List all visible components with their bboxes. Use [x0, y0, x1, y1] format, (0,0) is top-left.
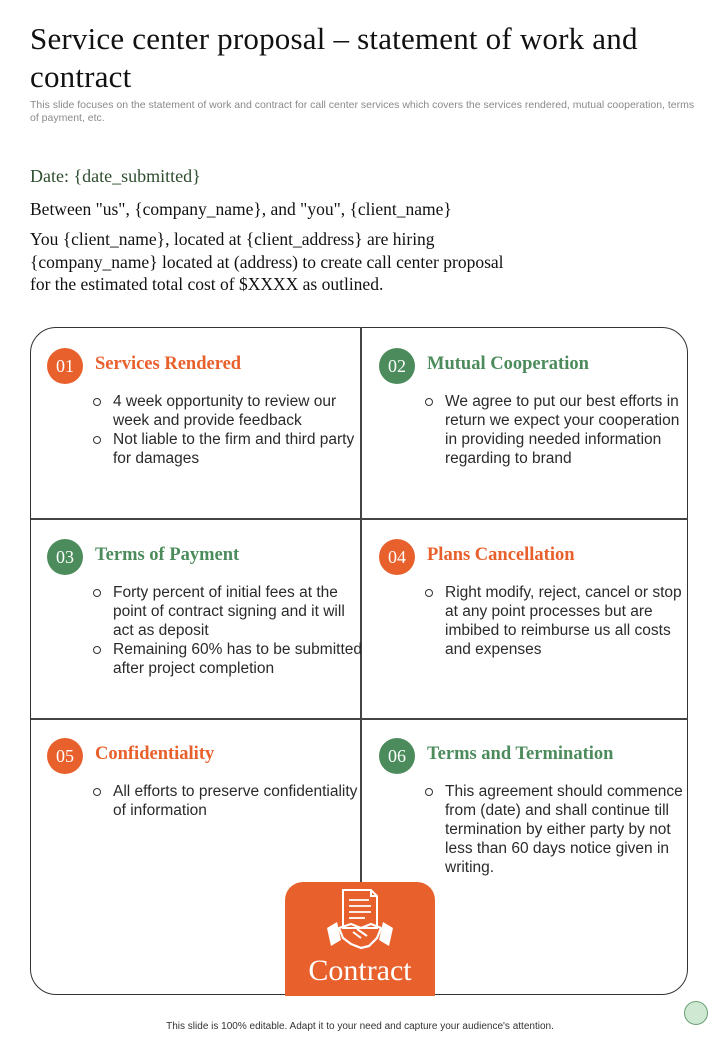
bullet-item: This agreement should commence from (date) and shall continue till termination by either party by not less than 60 days notice given in writing. [425, 782, 695, 877]
section-number-badge: 02 [379, 348, 415, 384]
footer-note: This slide is 100% editable. Adapt it to your need and capture your audience's attention. [166, 1021, 554, 1032]
section-bullets [93, 782, 363, 820]
bullet-circle-icon [93, 646, 101, 654]
body-line-2: {company_name} located at (address) to create call center proposal [30, 252, 504, 272]
section-title: Mutual Cooperation [427, 354, 589, 374]
bullet-circle-icon [425, 589, 433, 597]
bullet-item: Remaining 60% has to be submitted after project completion [93, 640, 363, 678]
between-line: Between "us", {company_name}, and "you", {client_name} [30, 199, 452, 219]
section-number-badge: 04 [379, 539, 415, 575]
bullet-item: All efforts to preserve confidentiality of information [93, 782, 363, 820]
page-subtitle: This slide focuses on the statement of work and contract for call center services which covers the services rendered, mutual cooperation, terms of payment, etc. [30, 99, 695, 124]
bullet-item: 4 week opportunity to review our week and provide feedback [93, 392, 363, 430]
bullet-item: Right modify, reject, cancel or stop at any point processes but are imbibed to reimburse us all costs and expenses [425, 583, 695, 659]
section-title: Terms and Termination [427, 744, 614, 764]
section-number-badge: 01 [47, 348, 83, 384]
bullet-item: Forty percent of initial fees at the point of contract signing and it will act as deposit [93, 583, 363, 640]
section-number-badge: 03 [47, 539, 83, 575]
handshake-document-icon [325, 888, 395, 954]
section-title: Plans Cancellation [427, 545, 575, 565]
grid-divider-row-1 [31, 518, 688, 520]
bullet-item: Not liable to the firm and third party for damages [93, 430, 363, 468]
corner-circle-icon [684, 1001, 708, 1025]
body-line-1: You {client_name}, located at {client_address} are hiring [30, 229, 435, 249]
bullet-circle-icon [93, 788, 101, 796]
bullet-circle-icon [425, 788, 433, 796]
bullet-circle-icon [93, 398, 101, 406]
section-bullets [425, 392, 695, 468]
section-number-badge: 05 [47, 738, 83, 774]
section-title: Services Rendered [95, 354, 242, 374]
body-line-3: for the estimated total cost of $XXXX as outlined. [30, 274, 384, 294]
section-title: Confidentiality [95, 744, 215, 764]
section-bullets [425, 583, 695, 659]
grid-divider-row-2 [31, 718, 688, 720]
bullet-circle-icon [425, 398, 433, 406]
bullet-circle-icon [93, 436, 101, 444]
section-bullets [93, 583, 363, 678]
page-title: Service center proposal – statement of work and contract [30, 21, 638, 94]
contract-badge [285, 882, 435, 996]
date-line: Date: {date_submitted} [30, 166, 201, 186]
section-title: Terms of Payment [95, 545, 240, 565]
contract-label: Contract [308, 954, 412, 987]
section-bullets [425, 782, 695, 877]
section-number-badge: 06 [379, 738, 415, 774]
bullet-item: We agree to put our best efforts in return we expect your cooperation in providing needed information regarding to brand [425, 392, 695, 468]
section-bullets [93, 392, 363, 468]
bullet-circle-icon [93, 589, 101, 597]
